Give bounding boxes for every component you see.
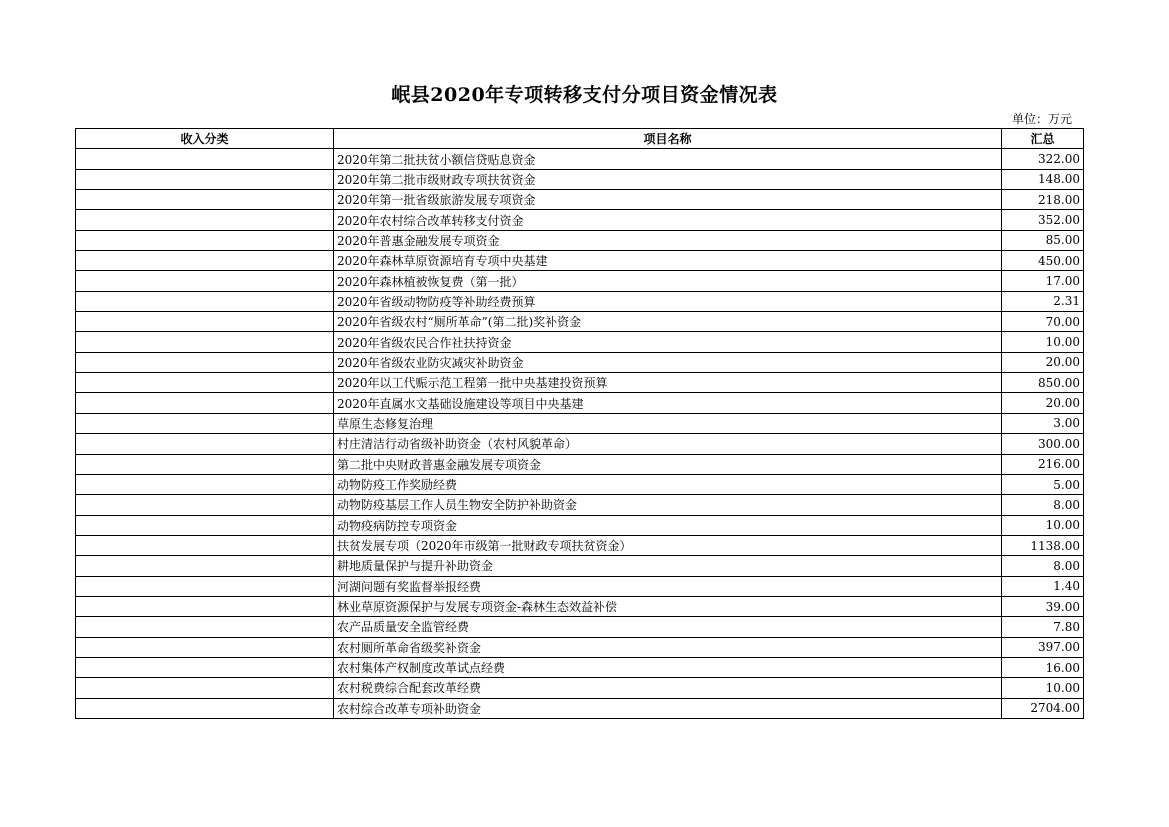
project-name-cell: 2020年省级动物防疫等补助经费预算 — [334, 291, 1002, 311]
amount-cell: 450.00 — [1002, 251, 1084, 271]
amount-cell: 352.00 — [1002, 210, 1084, 230]
category-cell — [76, 230, 334, 250]
amount-cell: 148.00 — [1002, 169, 1084, 189]
table-row — [76, 352, 1084, 372]
project-name-cell: 2020年省级农业防灾减灾补助资金 — [334, 352, 1002, 372]
table-header — [76, 129, 1084, 149]
project-name-cell: 农产品质量安全监管经费 — [334, 617, 1002, 637]
amount-cell: 10.00 — [1002, 515, 1084, 535]
project-name-cell: 2020年省级农村“厕所革命”(第二批)奖补资金 — [334, 312, 1002, 332]
category-cell — [76, 312, 334, 332]
table-row — [76, 271, 1084, 291]
amount-cell: 300.00 — [1002, 434, 1084, 454]
amount-cell: 218.00 — [1002, 190, 1084, 210]
table-row — [76, 678, 1084, 698]
table-row — [76, 698, 1084, 718]
project-name-cell: 动物防疫工作奖励经费 — [334, 474, 1002, 494]
amount-cell: 2704.00 — [1002, 698, 1084, 718]
table-row — [76, 312, 1084, 332]
amount-cell: 20.00 — [1002, 352, 1084, 372]
project-name-cell: 耕地质量保护与提升补助资金 — [334, 556, 1002, 576]
category-cell — [76, 596, 334, 616]
project-name-cell: 林业草原资源保护与发展专项资金-森林生态效益补偿 — [334, 596, 1002, 616]
project-name-cell: 草原生态修复治理 — [334, 413, 1002, 433]
amount-cell: 1138.00 — [1002, 535, 1084, 555]
table-row — [76, 413, 1084, 433]
project-name-cell: 2020年第二批扶贫小额信贷贴息资金 — [334, 149, 1002, 169]
category-cell — [76, 657, 334, 677]
category-cell — [76, 169, 334, 189]
amount-cell: 10.00 — [1002, 332, 1084, 352]
column-header-category: 收入分类 — [76, 129, 334, 149]
amount-cell: 5.00 — [1002, 474, 1084, 494]
table-row — [76, 617, 1084, 637]
table-row — [76, 210, 1084, 230]
table-row — [76, 393, 1084, 413]
amount-cell: 3.00 — [1002, 413, 1084, 433]
amount-cell: 10.00 — [1002, 678, 1084, 698]
page-title: 岷县2020年专项转移支付分项目资金情况表 — [391, 84, 778, 106]
project-name-cell: 2020年省级农民合作社扶持资金 — [334, 332, 1002, 352]
amount-cell: 70.00 — [1002, 312, 1084, 332]
amount-cell: 322.00 — [1002, 149, 1084, 169]
amount-cell: 397.00 — [1002, 637, 1084, 657]
table-row — [76, 535, 1084, 555]
table-row — [76, 434, 1084, 454]
table-row — [76, 190, 1084, 210]
table-row — [76, 556, 1084, 576]
table-row — [76, 495, 1084, 515]
category-cell — [76, 576, 334, 596]
table-row — [76, 576, 1084, 596]
project-name-cell: 2020年第一批省级旅游发展专项资金 — [334, 190, 1002, 210]
table-row — [76, 596, 1084, 616]
table-row — [76, 474, 1084, 494]
project-name-cell: 农村厕所革命省级奖补资金 — [334, 637, 1002, 657]
unit-label: 单位：万元 — [1011, 112, 1072, 126]
table-row — [76, 230, 1084, 250]
project-name-cell: 动物疫病防控专项资金 — [334, 515, 1002, 535]
table-row — [76, 657, 1084, 677]
project-name-cell: 2020年森林草原资源培育专项中央基建 — [334, 251, 1002, 271]
amount-cell: 20.00 — [1002, 393, 1084, 413]
project-name-cell: 河湖问题有奖监督举报经费 — [334, 576, 1002, 596]
project-name-cell: 2020年第二批市级财政专项扶贫资金 — [334, 169, 1002, 189]
project-name-cell: 农村综合改革专项补助资金 — [334, 698, 1002, 718]
funds-table — [75, 128, 1084, 719]
category-cell — [76, 495, 334, 515]
category-cell — [76, 535, 334, 555]
project-name-cell: 2020年森林植被恢复费（第一批） — [334, 271, 1002, 291]
category-cell — [76, 149, 334, 169]
amount-cell: 850.00 — [1002, 373, 1084, 393]
amount-cell: 39.00 — [1002, 596, 1084, 616]
amount-cell: 2.31 — [1002, 291, 1084, 311]
project-name-cell: 2020年普惠金融发展专项资金 — [334, 230, 1002, 250]
project-name-cell: 第二批中央财政普惠金融发展专项资金 — [334, 454, 1002, 474]
amount-cell: 8.00 — [1002, 556, 1084, 576]
header-row — [76, 129, 1084, 149]
column-header-project-name: 项目名称 — [334, 129, 1002, 149]
category-cell — [76, 637, 334, 657]
category-cell — [76, 332, 334, 352]
project-name-cell: 2020年直属水文基础设施建设等项目中央基建 — [334, 393, 1002, 413]
category-cell — [76, 271, 334, 291]
amount-cell: 8.00 — [1002, 495, 1084, 515]
table-row — [76, 251, 1084, 271]
amount-cell: 1.40 — [1002, 576, 1084, 596]
table-body — [76, 149, 1084, 719]
category-cell — [76, 413, 334, 433]
table-row — [76, 169, 1084, 189]
category-cell — [76, 454, 334, 474]
category-cell — [76, 190, 334, 210]
project-name-cell: 动物防疫基层工作人员生物安全防护补助资金 — [334, 495, 1002, 515]
project-name-cell: 村庄清洁行动省级补助资金（农村风貌革命） — [334, 434, 1002, 454]
category-cell — [76, 373, 334, 393]
category-cell — [76, 556, 334, 576]
amount-cell: 7.80 — [1002, 617, 1084, 637]
category-cell — [76, 617, 334, 637]
project-name-cell: 农村集体产权制度改革试点经费 — [334, 657, 1002, 677]
table-row — [76, 332, 1084, 352]
table-row — [76, 149, 1084, 169]
amount-cell: 85.00 — [1002, 230, 1084, 250]
project-name-cell: 2020年以工代赈示范工程第一批中央基建投资预算 — [334, 373, 1002, 393]
category-cell — [76, 474, 334, 494]
project-name-cell: 2020年农村综合改革转移支付资金 — [334, 210, 1002, 230]
category-cell — [76, 251, 334, 271]
project-name-cell: 扶贫发展专项（2020年市级第一批财政专项扶贫资金） — [334, 535, 1002, 555]
category-cell — [76, 698, 334, 718]
category-cell — [76, 434, 334, 454]
category-cell — [76, 678, 334, 698]
category-cell — [76, 515, 334, 535]
column-header-total: 汇总 — [1002, 129, 1084, 149]
table-row — [76, 373, 1084, 393]
table-row — [76, 637, 1084, 657]
category-cell — [76, 352, 334, 372]
table-row — [76, 454, 1084, 474]
table-row — [76, 291, 1084, 311]
category-cell — [76, 210, 334, 230]
amount-cell: 16.00 — [1002, 657, 1084, 677]
category-cell — [76, 393, 334, 413]
amount-cell: 17.00 — [1002, 271, 1084, 291]
project-name-cell: 农村税费综合配套改革经费 — [334, 678, 1002, 698]
category-cell — [76, 291, 334, 311]
amount-cell: 216.00 — [1002, 454, 1084, 474]
table-row — [76, 515, 1084, 535]
